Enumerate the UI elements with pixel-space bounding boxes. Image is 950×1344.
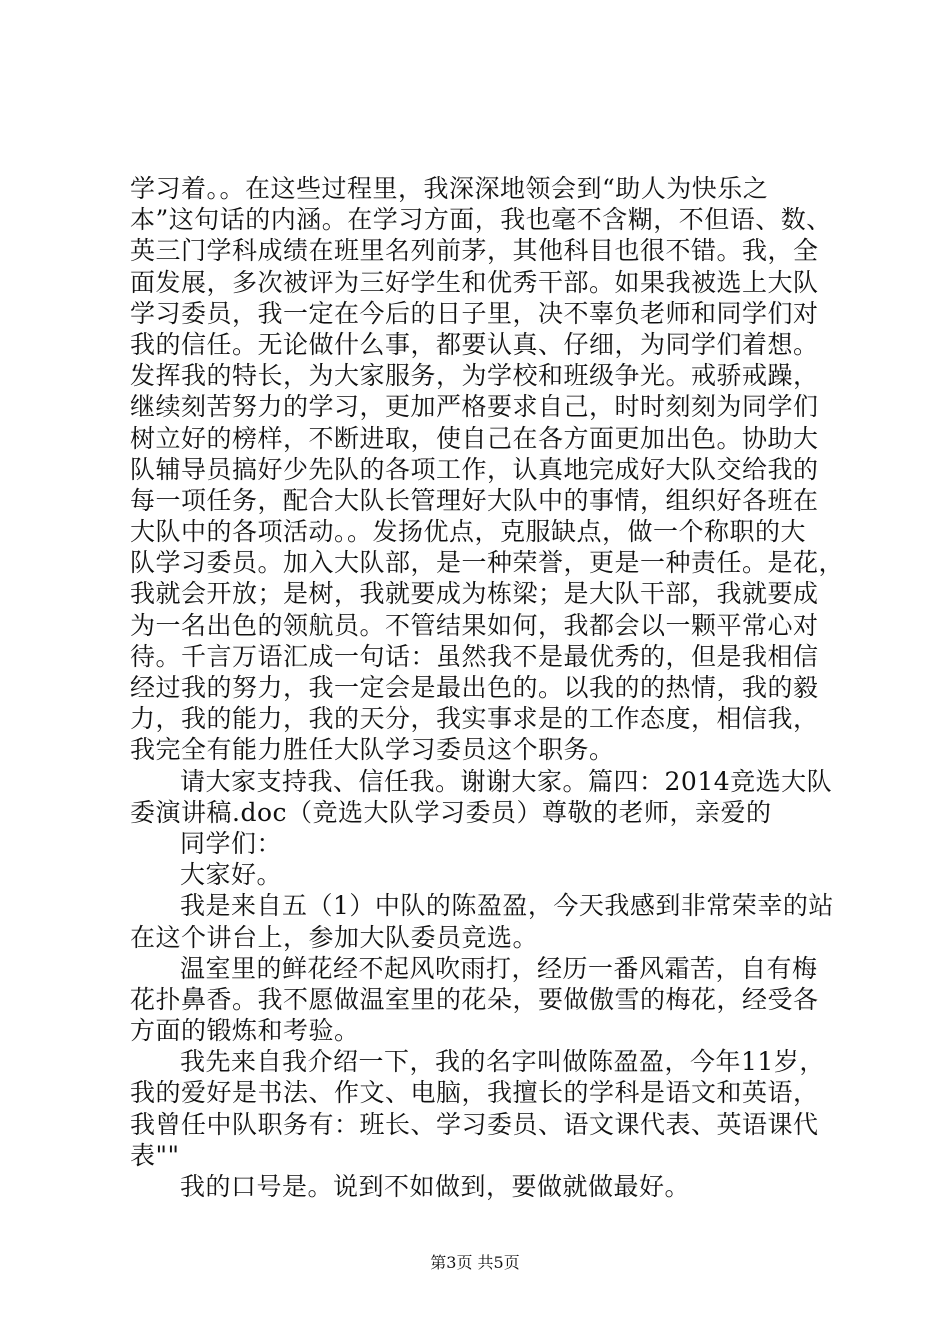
paragraph-start-line: 请大家支持我、信任我。谢谢大家。篇四：2014竞选大队 xyxy=(180,766,833,796)
body-line: 表"" xyxy=(130,1140,180,1170)
document-body xyxy=(130,173,845,1202)
body-line: 我的爱好是书法、作文、电脑，我擅长的学科是语文和英语， xyxy=(130,1078,819,1108)
body-line: 本”这句话的内涵。在学习方面，我也毫不含糊，不但语、数、 xyxy=(130,205,832,235)
body-line: 继续刻苦努力的学习，更加严格要求自己，时时刻刻为同学们 xyxy=(130,392,819,422)
body-line: 力，我的能力，我的天分，我实事求是的工作态度，相信我， xyxy=(130,704,819,734)
body-line: 我曾任中队职务有：班长、学习委员、语文课代表、英语课代 xyxy=(130,1109,819,1139)
body-line: 方面的锻炼和考验。 xyxy=(130,1016,360,1046)
body-line: 队辅导员搞好少先队的各项工作，认真地完成好大队交给我的 xyxy=(130,454,819,484)
body-line: 大队中的各项活动。。发扬优点，克服缺点，做一个称职的大 xyxy=(130,517,807,547)
body-line: 我就会开放；是树，我就要成为栋梁；是大队干部，我就要成 xyxy=(130,579,819,609)
body-line: 经过我的努力，我一定会是最出色的。以我的的热情，我的毅 xyxy=(130,673,819,702)
page-number-footer: 第3页 共5页 xyxy=(430,1253,520,1272)
paragraph-start-line: 我先来自我介绍一下，我的名字叫做陈盈盈，今年11岁， xyxy=(180,1047,825,1077)
body-line: 学习着。。在这些过程里，我深深地领会到“助人为快乐之 xyxy=(130,174,769,203)
body-line: 队学习委员。加入大队部，是一种荣誉，更是一种责任。是花， xyxy=(130,548,845,578)
body-line: 树立好的榜样，不断进取，使自己在各方面更加出色。协助大 xyxy=(130,423,819,453)
body-line: 面发展，多次被评为三好学生和优秀干部。如果我被选上大队 xyxy=(130,267,819,297)
greeting-line: 大家好。 xyxy=(180,860,283,890)
salutation-line: 同学们： xyxy=(180,828,283,858)
body-line: 待。千言万语汇成一句话：虽然我不是最优秀的，但是我相信 xyxy=(130,641,819,671)
body-line: 委演讲稿.doc（竞选大队学习委员）尊敬的老师，亲爱的 xyxy=(130,797,772,827)
body-line: 每一项任务，配合大队长管理好大队中的事情，组织好各班在 xyxy=(130,485,819,515)
body-line: 我完全有能力胜任大队学习委员这个职务。 xyxy=(130,735,615,765)
body-line: 花扑鼻香。我不愿做温室里的花朵，要做傲雪的梅花，经受各 xyxy=(130,984,819,1014)
body-line: 为一名出色的领航员。不管结果如何，我都会以一颗平常心对 xyxy=(130,610,819,640)
paragraph-start-line: 我是来自五（1）中队的陈盈盈，今天我感到非常荣幸的站 xyxy=(180,891,834,921)
body-line: 我的信任。无论做什么事，都要认真、仔细，为同学们着想。 xyxy=(130,329,819,359)
body-line: 发挥我的特长，为大家服务，为学校和班级争光。戒骄戒躁， xyxy=(130,361,819,391)
body-line: 英三门学科成绩在班里名列前茅，其他科目也很不错。我，全 xyxy=(130,236,819,266)
body-line: 学习委员，我一定在今后的日子里，决不辜负老师和同学们对 xyxy=(130,298,819,328)
body-line: 在这个讲台上，参加大队委员竞选。 xyxy=(130,922,539,952)
paragraph-start-line: 我的口号是。说到不如做到，要做就做最好。 xyxy=(180,1172,691,1201)
paragraph-start-line: 温室里的鲜花经不起风吹雨打，经历一番风霜苦，自有梅 xyxy=(180,953,818,983)
